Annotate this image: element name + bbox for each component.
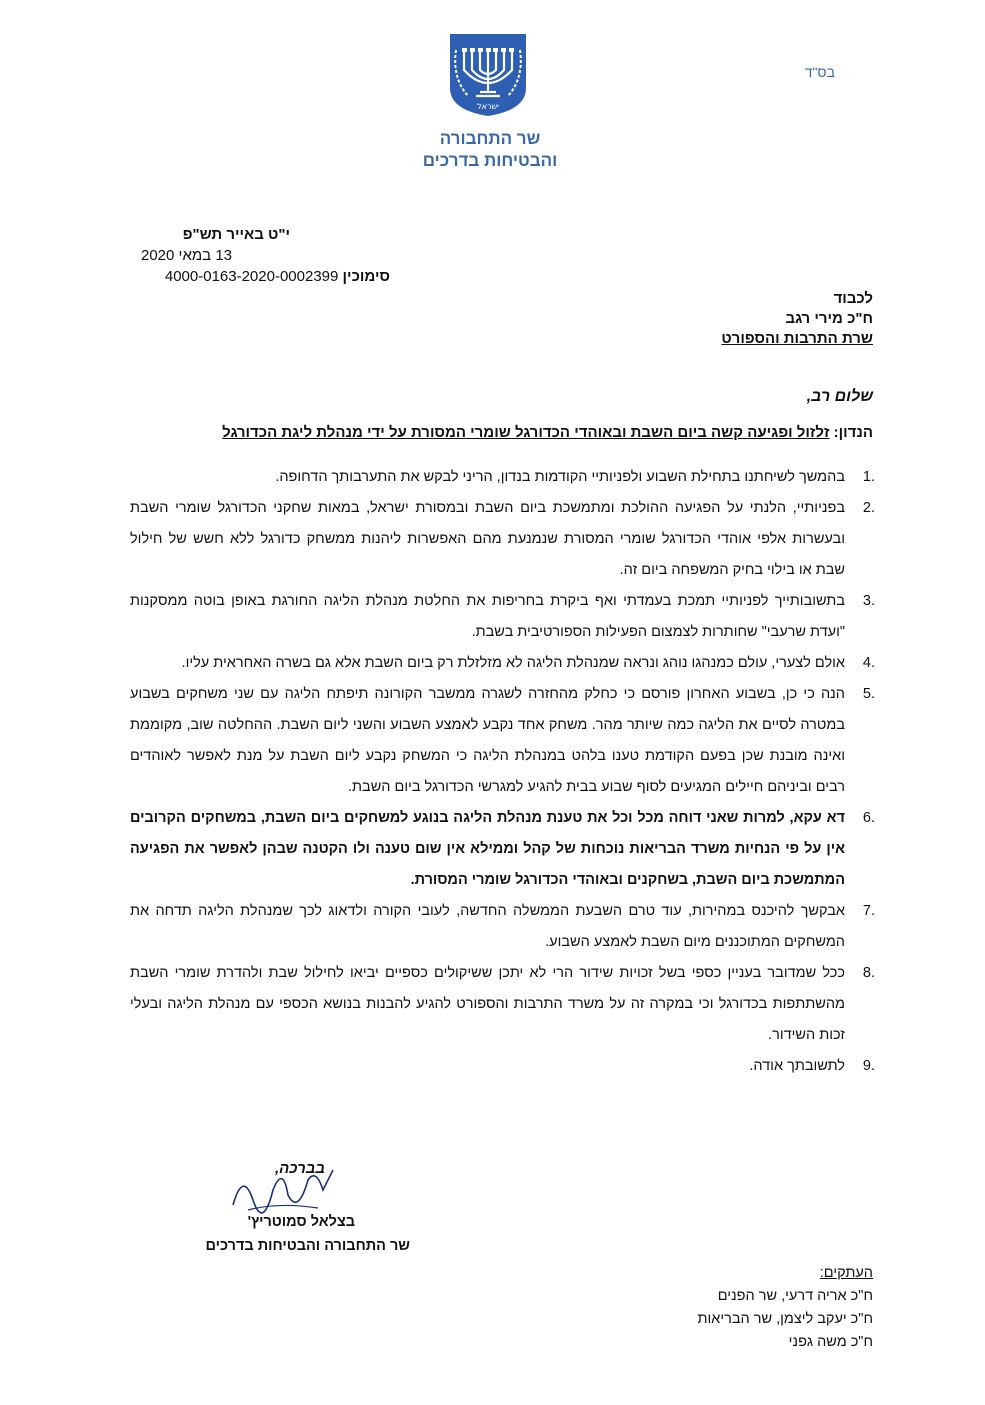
list-item	[130, 896, 875, 958]
item-text: בפניותיי, הלנתי על הפגיעה ההולכת ומתמשכת ביום השבת ובמסורת ישראל, במאות שחקני הכדורגל שומרי השבת ובעשרות אלפי אוהדי הכדורגל שומרי המסורת שנמנעת מהם האפשרות ליהנות ממשחק כדורגל ללא חשש של חילול שבת או בילוי בחיק המשפחה ביום זה.	[130, 500, 845, 578]
list-item	[130, 679, 875, 803]
greeting: שלום רב,	[806, 388, 873, 405]
item-number: 5.	[862, 686, 875, 702]
item-text: בהמשך לשיחתנו בתחילת השבוע ולפניותיי הקודמות בנדון, הריני לבקש את התערבותך הדחופה.	[275, 469, 845, 485]
item-text: בתשובותייך לפניותיי תמכת בעמדתי ואף ביקרת בחריפות את החלטת מנהלת הליגה החורגת באופן בוטה ממסקנות "ועדת שרעבי" שחותרות לצמצום הפעילות הספורטיבית בשבת.	[130, 593, 845, 640]
item-text: אולם לצערי, עולם כמנהגו נוהג ונראה שמנהלת הליגה לא מזלזלת רק ביום השבת אלא גם בשרה האחראית עליו.	[181, 655, 845, 671]
copy-recipient: ח"כ משה גפני	[788, 1334, 873, 1350]
item-number: 8.	[862, 965, 875, 981]
item-text: ככל שמדובר בעניין כספי בשל זכויות שידור הרי לא יתכן ששיקולים כספיים יביאו לחילול שבת ולהדרת שומרי השבת מהשתתפות בכדורגל וכי במקרה זה על משרד התרבות והספורט להגיע להבנות בנושא הכספי עם מנהלת הליגה ובעלי זכות השידור.	[130, 965, 845, 1043]
signer-name: בצלאל סמוטריץ'	[247, 1214, 355, 1230]
item-text: הנה כי כן, בשבוע האחרון פורסם כי כחלק מהחזרה לשגרה ממשבר הקורונה תיפתח הליגה עם שני משחקים בשבוע במטרה לסיים את הליגה כמה שיותר מהר. משחק אחד נקבע לאמצע השבוע והשני ליום השבת. ההחלטה שוב, מקוממת ואינה מובנת שכן בפעם הקודמת טענו בלהט במנהלת הליגה כי המשחק נקבע ליום השבת על מנת לאפשר לאוהדים רבים וביניהם חיילים המגיעים לסוף שבוע בבית להגיע למגרשי הכדורגל ביום השבת.	[130, 686, 845, 795]
reference	[120, 268, 390, 285]
ministry-name-line1: שר התחבורה	[439, 129, 541, 148]
item-text: לתשובתך אודה.	[749, 1058, 845, 1074]
list-item	[130, 803, 875, 896]
ministry-name-line2: והבטיחות בדרכים	[422, 151, 558, 170]
item-number: 2.	[862, 500, 875, 516]
copy-recipient: ח"כ אריה דרעי, שר הפנים	[717, 1288, 873, 1304]
reference-number: 4000-0163-2020-0002399	[164, 268, 339, 285]
emblem-caption: ישראל	[477, 102, 499, 111]
item-number: 9.	[862, 1058, 875, 1074]
subject-label: הנדון:	[833, 424, 873, 441]
item-number: 4.	[862, 655, 875, 671]
signature-icon	[228, 1160, 338, 1220]
item-text: אבקשך להיכנס במהירות, עוד טרם השבעת הממשלה החדשה, לעובי הקורה ולדאוג לכך שמנהלת הליגה תדחה את המשחקים המתוכננים מיום השבת לאמצע השבוע.	[130, 903, 845, 950]
recipient-line1: לכבוד	[833, 290, 873, 307]
hebrew-date: י"ט באייר תש"פ	[182, 226, 290, 243]
item-number: 7.	[862, 903, 875, 919]
list-item	[130, 462, 875, 493]
item-number: 3.	[862, 593, 875, 609]
bsd-mark: בס"ד	[804, 64, 835, 80]
list-item	[130, 493, 875, 586]
list-item	[130, 958, 875, 1051]
subject-text: זלזול ופגיעה קשה ביום השבת ובאוהדי הכדורגל שומרי המסורת על ידי מנהלת ליגת הכדורגל	[222, 424, 830, 441]
list-item	[130, 648, 875, 679]
state-emblem-icon	[446, 30, 530, 118]
copy-recipient: ח"כ יעקב ליצמן, שר הבריאות	[697, 1311, 873, 1327]
subject-line	[113, 424, 873, 441]
recipient-title: שרת התרבות והספורט	[721, 330, 873, 347]
item-number: 1.	[862, 469, 875, 485]
item-text: דא עקא, למרות שאני דוחה מכל וכל את טענת מנהלת הליגה בנוגע למשחקים ביום השבת, במשחקים הקרובים אין על פי הנחיות משרד הבריאות נוכחות של קהל וממילא אין שום טענה ולו הקטנה שבהן לאפשר את הפגיעה המתמשכת ביום השבת, בשחקנים ובאוהדי הכדורגל שומרי המסורת.	[130, 810, 845, 888]
list-item	[130, 586, 875, 648]
list-item	[130, 1051, 875, 1082]
item-number: 6.	[862, 810, 875, 826]
copies-header: העתקים:	[819, 1265, 873, 1281]
blessing: בברכה,	[274, 1160, 325, 1177]
signer-title: שר התחבורה והבטיחות בדרכים	[205, 1238, 410, 1254]
reference-label: סימוכין	[342, 268, 390, 285]
gregorian-date: 13 במאי 2020	[141, 247, 232, 264]
copies-list	[573, 1262, 873, 1354]
recipient-name: ח"כ מירי רגב	[785, 310, 873, 327]
body-items	[130, 462, 875, 1082]
